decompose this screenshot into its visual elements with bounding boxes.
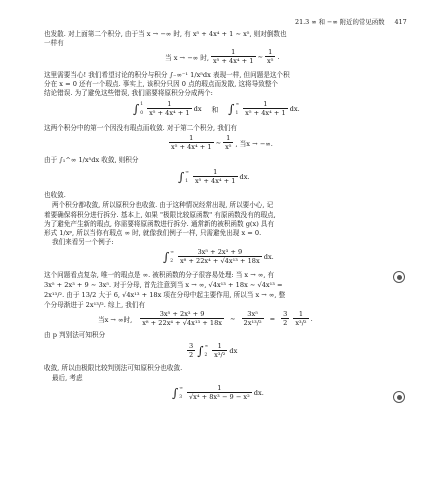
integral-limits xyxy=(204,344,208,358)
fraction xyxy=(147,100,192,117)
numerator: 1 xyxy=(217,384,222,392)
lower-limit: 1 xyxy=(185,178,189,184)
text-line: 由 p 判别法可知积分 xyxy=(44,331,106,339)
denominator: x⁸ + 22x⁴ + √4x¹³ + 18x xyxy=(179,257,260,265)
fraction xyxy=(211,48,256,65)
numerator: 1 xyxy=(226,134,231,142)
text-line: 着要确保将积分进行拆分. 基本上, 如果 "极限比较原函数" 有原函数没有的瑕点, xyxy=(44,211,276,219)
numerator: 1 xyxy=(298,310,304,318)
lower-limit: 1 xyxy=(235,110,239,116)
integral-limits xyxy=(170,250,174,264)
numerator: 3x⁵ + 2x³ + 9 xyxy=(159,310,205,318)
numerator: 1 xyxy=(217,342,222,350)
text-line: 为了避免产生新的瑕点, 你需要将原函数进行拆分. 通常新的被积函数 g(x) 具有 xyxy=(44,220,275,228)
fraction xyxy=(212,342,227,359)
fraction xyxy=(223,134,233,151)
upper-limit: ∞ xyxy=(185,169,189,175)
header-section: 21.3 ∞ 和 −∞ 附近的常见函数 xyxy=(295,18,385,26)
integral-sign: ∫ xyxy=(163,249,170,264)
text-line: 一样有 xyxy=(44,39,64,47)
text-line: 收敛, 所以由极限比较判别法可知原积分也收敛. xyxy=(44,364,183,372)
denominator: 2 xyxy=(189,351,194,359)
lower-limit: 0 xyxy=(140,110,144,116)
integral-limits xyxy=(179,386,183,400)
denominator: 2 xyxy=(283,319,288,327)
text-line: 3x⁵ + 2x³ + 9 ∼ 3x⁵. 对于分母, 首先注意到当 x → ∞, √4x¹³ + 18x ∼ √4x¹³ = xyxy=(44,281,283,289)
text-line: 最后, 考虑 xyxy=(52,374,83,382)
equation-4 xyxy=(178,168,250,185)
eq-symbol: = xyxy=(269,314,276,323)
integral-sign: ∫ xyxy=(133,101,140,116)
integral-limits xyxy=(185,170,189,184)
eq-text: dx. xyxy=(239,172,250,181)
equation-1 xyxy=(165,48,280,65)
text-line: 2x¹³/². 由于 13/2 大于 6, √4x¹³ + 18x 项在分母中起主要作用, 所以当 x → ∞, 整 xyxy=(44,291,286,299)
eq-text: 和 xyxy=(211,105,219,114)
integral-limits xyxy=(235,102,239,116)
denominator: x³/² xyxy=(214,351,226,359)
eq-text: , 当x → −∞. xyxy=(235,139,273,148)
text-line: 由于 ∫₁^∞ 1/x⁵dx 收敛, 则积分 xyxy=(44,156,139,164)
denominator: x⁵ + 4x⁴ + 1 xyxy=(245,109,286,117)
integral-sign: ∫ xyxy=(228,101,235,116)
fraction xyxy=(193,168,238,185)
fraction xyxy=(178,248,262,265)
running-header xyxy=(295,17,407,26)
fraction xyxy=(242,310,264,327)
upper-limit: ∞ xyxy=(170,249,174,255)
numerator: 1 xyxy=(268,48,273,56)
eq-text: . xyxy=(277,52,280,61)
text-line: 也发散. 对上面第二个积分, 由于当 x → −∞ 时, 有 x⁵ + 4x⁴ + 1 ∼ x⁵, 则对倒数也 xyxy=(44,30,287,38)
eq-text: dx. xyxy=(289,104,300,113)
numerator: 3 xyxy=(283,310,288,318)
denominator: 2x¹³/² xyxy=(243,319,262,327)
eq-symbol: ∼ xyxy=(215,138,222,147)
upper-limit: ∞ xyxy=(235,101,240,107)
text-line: 两个积分都收敛, 所以原积分也收敛. 由于这种情况经常出现, 所以要小心, 记 xyxy=(52,201,274,209)
eq-symbol: ∼ xyxy=(257,52,264,61)
text-line: 这个问题看点复杂, 唯一的瑕点是 ∞. 被积函数的分子很容易处理: 当 x → ∞, 有 xyxy=(44,271,275,279)
numerator: 3x⁵ xyxy=(247,310,258,318)
fraction xyxy=(187,342,195,359)
eq-text: dx xyxy=(229,346,238,355)
denominator: x⁵ + 4x⁴ + 1 xyxy=(149,109,190,117)
equation-5 xyxy=(163,248,274,265)
denominator: x⁵ xyxy=(267,57,274,65)
lower-limit: 2 xyxy=(204,352,208,358)
integral-sign: ∫ xyxy=(178,169,185,184)
denominator: x³/² xyxy=(295,319,307,327)
denominator: √x⁴ + 8x³ − 9 − x² xyxy=(188,393,250,401)
equation-3 xyxy=(167,134,273,151)
equation-8 xyxy=(172,384,264,401)
page-number: 417 xyxy=(394,18,407,26)
numerator: 3x⁵ + 2x³ + 9 xyxy=(197,248,243,256)
lower-limit: 3 xyxy=(179,394,183,400)
eq-text: dx. xyxy=(253,388,264,397)
fraction xyxy=(187,384,252,401)
lower-limit: 2 xyxy=(170,258,174,264)
numerator: 1 xyxy=(213,168,218,176)
text-line: 这里需要当心! 我们希望讨论的积分与积分 ∫₋∞⁻¹ 1/x⁵dx 表现一样, 但问题是这个积 xyxy=(44,71,290,79)
denominator: x⁸ + 22x⁴ + √4x¹³ + 18x xyxy=(142,319,222,327)
integral-sign: ∫ xyxy=(197,343,204,358)
binding-hole-icon xyxy=(393,391,405,403)
denominator: x⁵ + 4x⁴ + 1 xyxy=(212,57,254,65)
text-line: 形式 1/xᵖ, 所以当你有瑕点 ∞ 时, 就像我们例子一样, 只需避免出现 x = 0. xyxy=(44,229,262,237)
fraction xyxy=(281,310,289,327)
fraction xyxy=(169,134,214,151)
fraction xyxy=(243,100,288,117)
integral-sign: ∫ xyxy=(172,385,179,400)
equation-7 xyxy=(185,342,237,359)
eq-text: dx xyxy=(193,104,202,113)
text-line: 结论错误. 为了避免这些错误, 我们需要将原积分分成两个: xyxy=(44,89,213,97)
text-line: 这两个积分中的第一个因没有瑕点而收敛. 对于第二个积分, 我们有 xyxy=(44,124,238,132)
denominator: x⁵ xyxy=(225,143,232,151)
numerator: 1 xyxy=(167,100,172,108)
text-line: 分在 x = 0 还有一个瑕点. 事实上, 该积分只因 0 点的瑕点而发散, 这将导致整个 xyxy=(44,80,279,88)
denominator: x⁵ + 4x⁴ + 1 xyxy=(194,177,236,185)
numerator: 1 xyxy=(231,48,236,56)
upper-limit: 1 xyxy=(140,101,144,107)
text-line: 也收敛. xyxy=(44,191,66,199)
fraction xyxy=(265,48,275,65)
text-line: 我们来看另一个例子: xyxy=(52,238,114,246)
eq-text: 当x → ∞时, xyxy=(98,315,133,324)
eq-text: 当 x → −∞ 时, xyxy=(165,53,209,62)
integral-limits xyxy=(140,102,143,116)
numerator: 3 xyxy=(189,342,194,350)
upper-limit: ∞ xyxy=(179,385,183,391)
fraction xyxy=(140,310,224,327)
eq-symbol: ∼ xyxy=(230,314,236,323)
equation-2 xyxy=(133,100,300,117)
equation-6 xyxy=(98,310,313,327)
eq-text: . xyxy=(310,314,313,323)
numerator: 1 xyxy=(263,100,268,108)
numerator: 1 xyxy=(189,134,194,142)
fraction xyxy=(293,310,308,327)
binding-hole-icon xyxy=(393,271,405,283)
text-line: 个分母渐进于 2x¹³/². 综上, 我们有 xyxy=(44,301,146,309)
eq-text: dx. xyxy=(263,252,274,261)
denominator: x⁵ + 4x⁴ + 1 xyxy=(171,143,212,151)
upper-limit: ∞ xyxy=(204,343,209,349)
